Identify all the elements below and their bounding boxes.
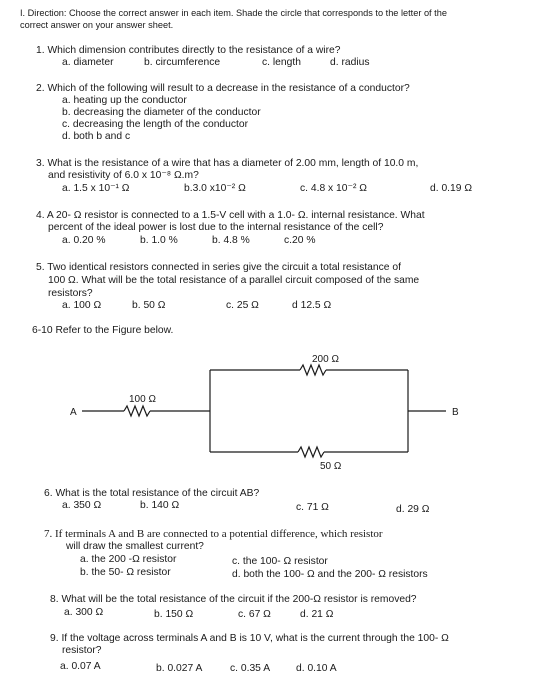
question-6-option-b: b. 140 Ω [140, 500, 180, 511]
resistor-50-label: 50 Ω [320, 461, 342, 472]
question-9-option-c: c. 0.35 A [230, 663, 271, 674]
question-8-option-a: a. 300 Ω [64, 607, 104, 618]
question-3-option-d: d. 0.19 Ω [430, 183, 473, 194]
question-2-option-c: c. decreasing the length of the conductor [62, 119, 249, 130]
directions-line-1: I. Direction: Choose the correct answer in each item. Shade the circle that corresponds to the letter of the [20, 8, 447, 18]
question-6-stem: 6. What is the total resistance of the circuit AB? [44, 488, 260, 499]
question-8-stem: 8. What will be the total resistance of the circuit if the 200-Ω resistor is removed? [50, 594, 417, 605]
terminal-a-label: A [70, 407, 77, 418]
question-8-option-d: d. 21 Ω [300, 609, 334, 620]
resistor-200-symbol [300, 365, 326, 375]
question-2-option-b: b. decreasing the diameter of the conductor [62, 107, 261, 118]
question-4-option-c: b. 4.8 % [212, 235, 250, 246]
question-5-option-c: c. 25 Ω [226, 300, 259, 311]
question-8-option-b: b. 150 Ω [154, 609, 194, 620]
question-9-stem-2: resistor? [62, 645, 102, 656]
question-7-option-b: b. the 50- Ω resistor [80, 567, 171, 578]
question-5-stem-2: 100 Ω. What will be the total resistance of a parallel circuit composed of the same [48, 275, 420, 286]
resistor-100-label: 100 Ω [129, 394, 156, 405]
resistor-100-symbol [124, 406, 150, 416]
question-5-option-d: d 12.5 Ω [292, 300, 332, 311]
question-8-option-c: c. 67 Ω [238, 609, 271, 620]
question-6-option-d: d. 29 Ω [396, 504, 430, 515]
directions-line-2: correct answer on your answer sheet. [20, 20, 174, 30]
question-2-stem: 2. Which of the following will result to a decrease in the resistance of a conductor? [36, 83, 410, 94]
question-9-option-d: d. 0.10 A [296, 663, 337, 674]
question-7-stem-2: will draw the smallest current? [66, 541, 204, 552]
question-9-option-b: b. 0.027 A [156, 663, 203, 674]
question-5-option-a: a. 100 Ω [62, 300, 102, 311]
question-4-stem-2: percent of the ideal power is lost due to the internal resistance of the cell? [48, 222, 384, 233]
question-9-stem-1: 9. If the voltage across terminals A and B is 10 V, what is the current through the 100- Ω [50, 633, 449, 644]
question-1-stem: 1. Which dimension contributes directly to the resistance of a wire? [36, 45, 341, 56]
question-1-option-b: b. circumference [144, 57, 221, 68]
resistor-50-symbol [298, 447, 324, 457]
question-2-option-a: a. heating up the conductor [62, 95, 187, 106]
question-5-option-b: b. 50 Ω [132, 300, 166, 311]
question-5-stem-1: 5. Two identical resistors connected in series give the circuit a total resistance of [36, 262, 401, 273]
question-7-stem-1: 7. If terminals A and B are connected to a potential difference, which resistor [44, 528, 383, 540]
terminal-b-label: B [452, 407, 459, 418]
question-7-option-a: a. the 200 -Ω resistor [80, 554, 177, 565]
question-3-option-c: c. 4.8 x 10⁻² Ω [300, 183, 367, 194]
question-3-stem-1: 3. What is the resistance of a wire that has a diameter of 2.00 mm, length of 10.0 m, [36, 158, 419, 169]
question-7-option-c: c. the 100- Ω resistor [232, 556, 328, 567]
question-6-option-c: c. 71 Ω [296, 502, 329, 513]
question-9-option-a: a. 0.07 A [60, 661, 101, 672]
question-4-option-d: c.20 % [284, 235, 316, 246]
question-5-stem-3: resistors? [48, 288, 93, 299]
resistor-200-label: 200 Ω [312, 354, 339, 365]
question-7-option-d: d. both the 100- Ω and the 200- Ω resistors [232, 569, 428, 580]
question-3-stem-2: and resistivity of 6.0 x 10⁻⁸ Ω.m? [48, 170, 199, 181]
question-3-option-a: a. 1.5 x 10⁻¹ Ω [62, 183, 130, 194]
question-1-option-d: d. radius [330, 57, 370, 68]
question-4-stem-1: 4. A 20- Ω resistor is connected to a 1.5-V cell with a 1.0- Ω. internal resistance. What [36, 210, 425, 221]
question-6-option-a: a. 350 Ω [62, 500, 102, 511]
question-4-option-b: b. 1.0 % [140, 235, 178, 246]
question-3-option-b: b.3.0 x10⁻² Ω [184, 183, 246, 194]
question-4-option-a: a. 0.20 % [62, 235, 106, 246]
question-2-option-d: d. both b and c [62, 131, 131, 142]
question-1-option-c: c. length [262, 57, 301, 68]
figure-reference: 6-10 Refer to the Figure below. [32, 325, 174, 336]
question-1-option-a: a. diameter [62, 57, 114, 68]
